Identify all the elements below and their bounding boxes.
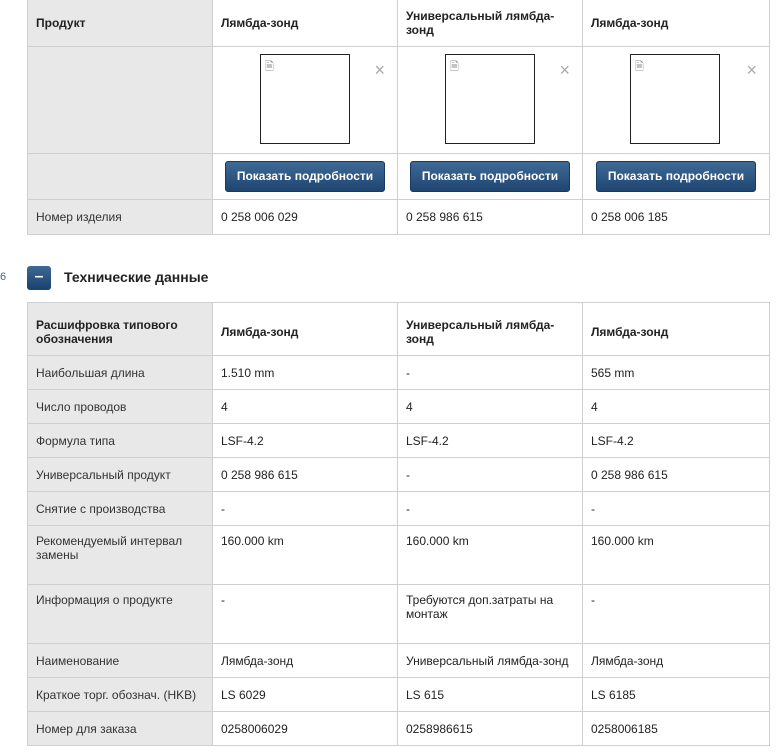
table-row xyxy=(28,585,770,644)
tech-product-name: Универсальный лямбда-зонд xyxy=(398,303,583,356)
row-value: 4 xyxy=(213,390,398,424)
row-value: 0 258 986 615 xyxy=(213,458,398,492)
tech-product-name: Лямбда-зонд xyxy=(583,303,770,356)
row-label: Рекомендуемый интервал замены xyxy=(28,526,213,585)
empty-label-cell xyxy=(28,47,213,154)
row-value: 4 xyxy=(583,390,770,424)
row-label: Наибольшая длина xyxy=(28,356,213,390)
row-value: Требуются доп.затраты на монтаж xyxy=(398,585,583,644)
show-details-button[interactable]: Показать подробности xyxy=(410,161,570,192)
details-button-row xyxy=(28,154,770,200)
broken-image-icon: 🗎 xyxy=(450,61,459,73)
row-value: 4 xyxy=(398,390,583,424)
details-button-cell xyxy=(583,154,770,200)
product-image xyxy=(630,54,720,144)
edge-fragment-text: 6 xyxy=(0,271,7,283)
part-number-value: 0 258 006 185 xyxy=(583,200,770,235)
details-button-cell xyxy=(213,154,398,200)
row-value: - xyxy=(398,458,583,492)
row-value: Универсальный лямбда-зонд xyxy=(398,644,583,678)
product-image-cell xyxy=(213,47,398,154)
table-row xyxy=(28,356,770,390)
product-name: Универсальный лямбда-зонд xyxy=(398,0,583,47)
row-value: 0 258 986 615 xyxy=(583,458,770,492)
row-value: Лямбда-зонд xyxy=(583,644,770,678)
row-value: LS 6185 xyxy=(583,678,770,712)
product-header-label: Продукт xyxy=(28,0,213,47)
part-number-label: Номер изделия xyxy=(28,200,213,235)
show-details-button[interactable]: Показать подробности xyxy=(225,161,385,192)
remove-product-icon[interactable]: × xyxy=(559,60,570,80)
tech-product-name: Лямбда-зонд xyxy=(213,303,398,356)
row-value: 160.000 km xyxy=(583,526,770,585)
row-value: 160.000 km xyxy=(398,526,583,585)
product-image-row xyxy=(28,47,770,154)
row-value: - xyxy=(213,492,398,526)
table-row xyxy=(28,712,770,746)
table-row xyxy=(28,458,770,492)
row-value: - xyxy=(398,492,583,526)
table-row xyxy=(28,424,770,458)
row-value: - xyxy=(583,585,770,644)
product-name: Лямбда-зонд xyxy=(583,0,770,47)
row-label: Наименование xyxy=(28,644,213,678)
row-value: LS 6029 xyxy=(213,678,398,712)
table-row xyxy=(28,390,770,424)
row-label: Краткое торг. обознач. (HKB) xyxy=(28,678,213,712)
row-value: 160.000 km xyxy=(213,526,398,585)
remove-product-icon[interactable]: × xyxy=(374,60,385,80)
table-row xyxy=(28,526,770,585)
part-number-value: 0 258 986 615 xyxy=(398,200,583,235)
product-name: Лямбда-зонд xyxy=(213,0,398,47)
row-value: 0258006029 xyxy=(213,712,398,746)
show-details-button[interactable]: Показать подробности xyxy=(596,161,756,192)
tech-header-row xyxy=(28,303,770,356)
section-title: Технические данные xyxy=(64,269,209,285)
part-number-value: 0 258 006 029 xyxy=(213,200,398,235)
row-label: Снятие с производства xyxy=(28,492,213,526)
product-image xyxy=(445,54,535,144)
product-image-cell xyxy=(583,47,770,154)
row-value: 1.510 mm xyxy=(213,356,398,390)
row-value: 0258006185 xyxy=(583,712,770,746)
remove-product-icon[interactable]: × xyxy=(746,60,757,80)
row-label: Универсальный продукт xyxy=(28,458,213,492)
row-value: Лямбда-зонд xyxy=(213,644,398,678)
row-label: Формула типа xyxy=(28,424,213,458)
table-row xyxy=(28,644,770,678)
row-value: LS 615 xyxy=(398,678,583,712)
product-image-cell xyxy=(398,47,583,154)
row-label: Число проводов xyxy=(28,390,213,424)
row-label: Номер для заказа xyxy=(28,712,213,746)
product-image xyxy=(260,54,350,144)
collapse-section-button[interactable]: – xyxy=(27,266,51,290)
row-value: - xyxy=(398,356,583,390)
broken-image-icon: 🗎 xyxy=(635,61,644,73)
row-value: LSF-4.2 xyxy=(213,424,398,458)
row-value: LSF-4.2 xyxy=(398,424,583,458)
tech-data-table xyxy=(27,302,770,746)
table-row xyxy=(28,678,770,712)
product-compare-table xyxy=(27,0,770,235)
row-label: Информация о продукте xyxy=(28,585,213,644)
row-value: - xyxy=(213,585,398,644)
row-value: 565 mm xyxy=(583,356,770,390)
table-row xyxy=(28,492,770,526)
tech-header-label: Расшифровка типового обозначения xyxy=(28,303,213,356)
row-value: LSF-4.2 xyxy=(583,424,770,458)
part-number-row xyxy=(28,200,770,235)
product-header-row xyxy=(28,0,770,47)
row-value: 0258986615 xyxy=(398,712,583,746)
empty-label-cell xyxy=(28,154,213,200)
details-button-cell xyxy=(398,154,583,200)
broken-image-icon: 🗎 xyxy=(265,61,274,73)
row-value: - xyxy=(583,492,770,526)
